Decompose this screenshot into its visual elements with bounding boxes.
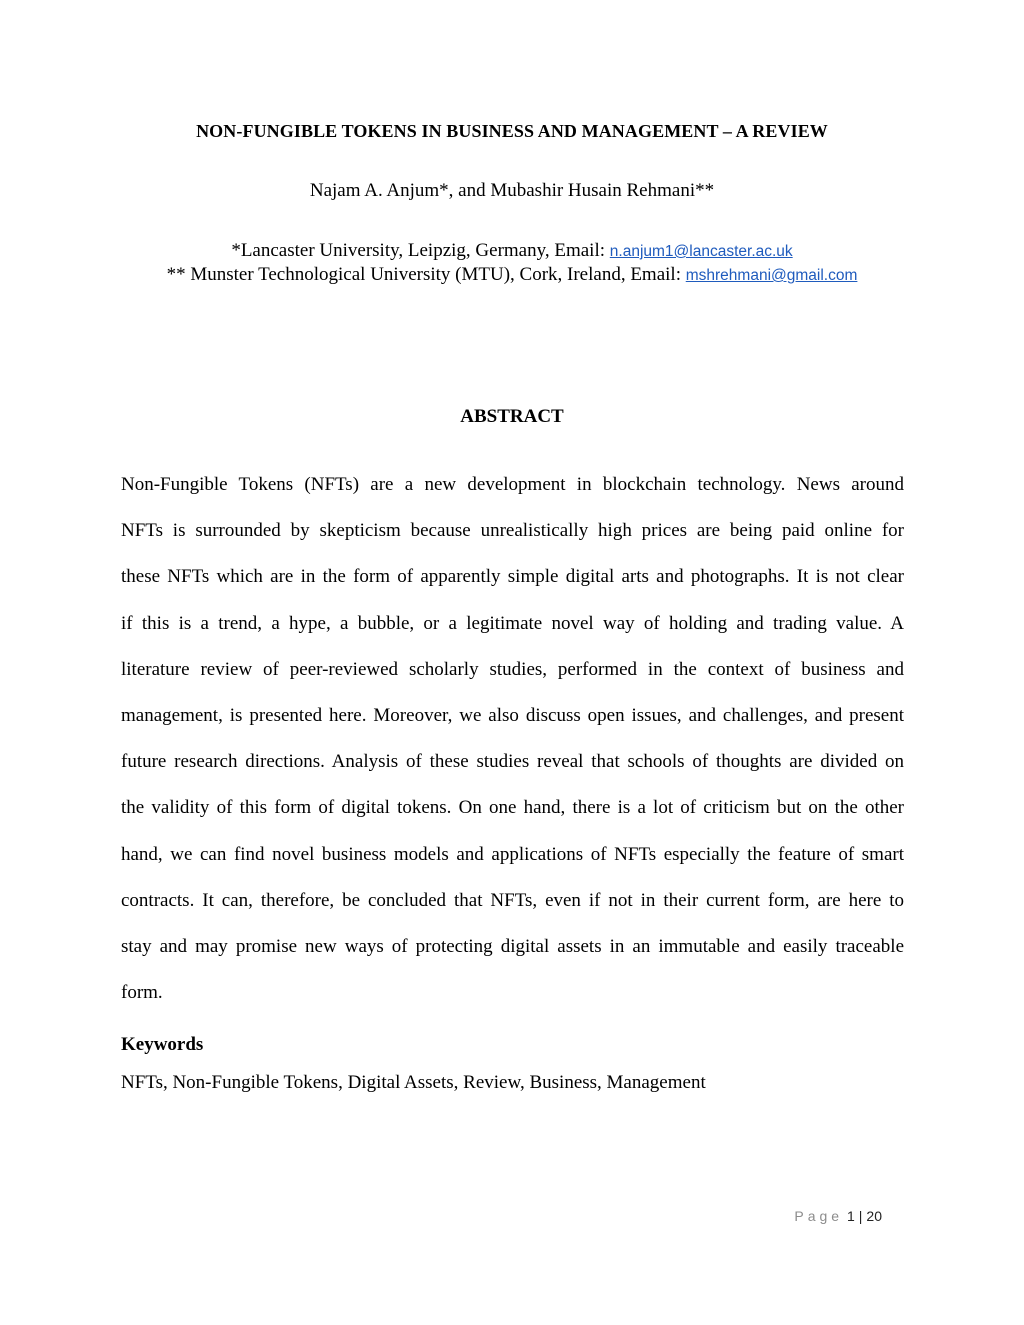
abstract-line: hand, we can find novel business models and applications of NFTs especially the feature of smart — [121, 843, 904, 865]
abstract-line: NFTs is surrounded by skepticism because unrealistically high prices are being paid online for — [121, 520, 904, 542]
abstract-line: form. — [121, 982, 163, 1004]
page-footer — [794, 1208, 882, 1224]
total-pages: 20 — [866, 1208, 882, 1224]
email-link-2[interactable]: mshrehmani@gmail.com — [685, 267, 858, 284]
abstract-line: future research directions. Analysis of these studies reveal that schools of thoughts are divided on — [121, 751, 904, 773]
keywords-heading: Keywords — [121, 1034, 204, 1055]
abstract-body — [121, 462, 904, 1016]
abstract-line: Non-Fungible Tokens (NFTs) are a new development in blockchain technology. News around — [121, 474, 904, 495]
page-label: Page — [794, 1208, 844, 1224]
abstract-line: stay and may promise new ways of protecting digital assets in an immutable and easily traceable — [121, 935, 904, 957]
abstract-line: these NFTs which are in the form of apparently simple digital arts and photographs. It is not clear — [121, 566, 904, 588]
keywords-list: NFTs, Non-Fungible Tokens, Digital Assets, Review, Business, Management — [121, 1072, 706, 1093]
abstract-line: contracts. It can, therefore, be concluded that NFTs, even if not in their current form, are here to — [121, 889, 904, 911]
affiliation-2 — [0, 264, 1024, 286]
abstract-heading: ABSTRACT — [460, 406, 564, 427]
affiliation-1 — [0, 240, 1024, 262]
abstract-line: if this is a trend, a hype, a bubble, or a legitimate novel way of holding and trading value. A — [121, 612, 904, 634]
paper-title: NON-FUNGIBLE TOKENS IN BUSINESS AND MANAGEMENT – A REVIEW — [196, 121, 828, 141]
affiliation-1-text: *Lancaster University, Leipzig, Germany, Email: — [231, 240, 610, 261]
affiliation-2-text: ** Munster Technological University (MTU), Cork, Ireland, Email: — [166, 264, 686, 285]
author-list: Najam A. Anjum*, and Mubashir Husain Rehmani** — [309, 180, 715, 201]
abstract-line: literature review of peer-reviewed scholarly studies, performed in the context of business and — [121, 658, 904, 680]
page-number: 1 — [846, 1208, 855, 1224]
abstract-line: management, is presented here. Moreover, we also discuss open issues, and challenges, and present — [121, 704, 904, 726]
page-separator: | — [858, 1208, 863, 1224]
email-link-1[interactable]: n.anjum1@lancaster.ac.uk — [609, 243, 793, 260]
abstract-line: the validity of this form of digital tokens. On one hand, there is a lot of criticism but on the other — [121, 797, 904, 819]
